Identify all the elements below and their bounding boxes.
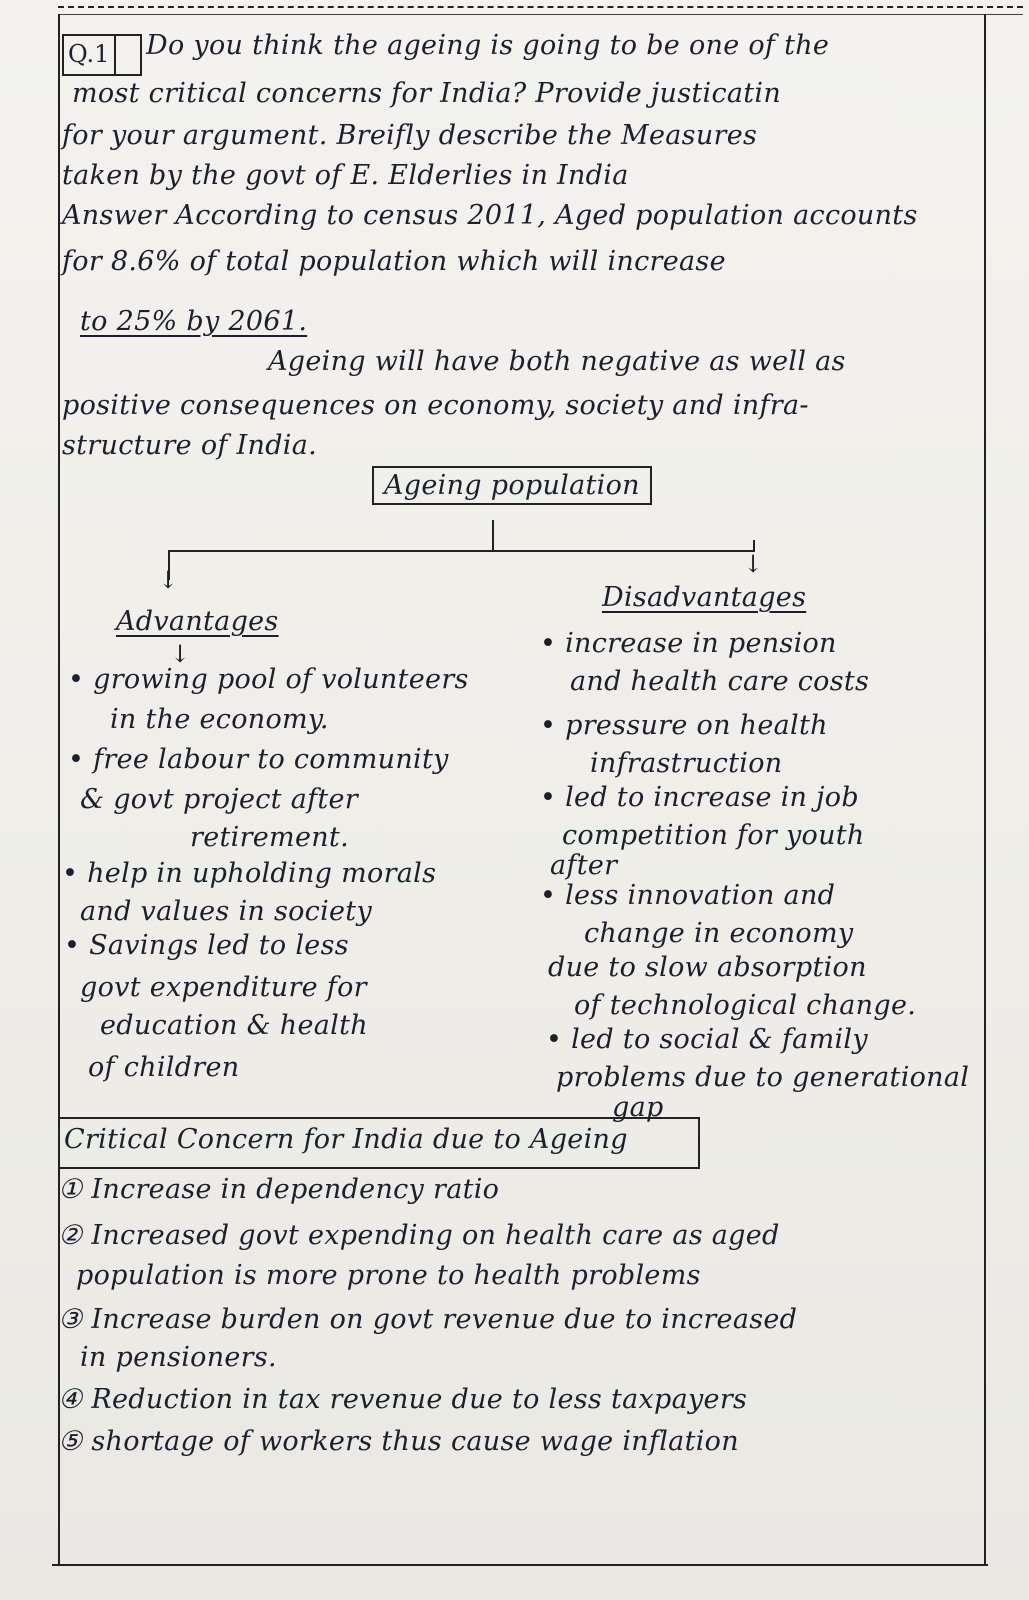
dis-line-10: due to slow absorption: [548, 952, 867, 983]
question-line-4: taken by the govt of E. Elderlies in India: [62, 160, 629, 191]
dis-line-14: gap: [612, 1092, 664, 1123]
dis-line-4: infrastruction: [590, 748, 783, 779]
diagram-root-box: Ageing population: [372, 466, 652, 505]
dis-line-9: change in economy: [584, 918, 854, 949]
answer-line-2: for 8.6% of total population which will increase: [62, 246, 726, 277]
dis-line-6: competition for youth: [562, 820, 865, 851]
critical-item-2-cont: population is more prone to health problems: [76, 1260, 701, 1291]
dis-line-3: • pressure on health: [540, 710, 828, 741]
answer-line-3: to 25% by 2061.: [80, 306, 308, 337]
dis-line-11: of technological change.: [574, 990, 917, 1021]
advantages-heading: Advantages: [116, 606, 279, 637]
dis-line-7: after: [550, 850, 618, 881]
adv-line-5: retirement.: [190, 822, 349, 853]
top-rule: [58, 14, 1023, 15]
dis-line-1: • increase in pension: [540, 628, 837, 659]
critical-heading: Critical Concern for India due to Ageing: [64, 1124, 628, 1155]
dis-line-13: problems due to generational: [556, 1062, 970, 1093]
dis-line-2: and health care costs: [570, 666, 870, 697]
critical-item-1: ① Increase in dependency ratio: [58, 1174, 500, 1205]
adv-line-11: of children: [88, 1052, 240, 1083]
adv-line-8: • Savings led to less: [64, 930, 349, 961]
critical-item-4: ④ Reduction in tax revenue due to less taxpayers: [58, 1384, 748, 1415]
bottom-border-line: [52, 1564, 988, 1566]
top-dashed-rule: [58, 6, 1023, 8]
question-number-box: [62, 34, 142, 76]
adv-line-3: • free labour to community: [68, 744, 449, 775]
critical-item-3-cont: in pensioners.: [80, 1342, 277, 1373]
question-line-3: for your argument. Breifly describe the Measures: [62, 120, 758, 151]
dis-line-8: • less innovation and: [540, 880, 836, 911]
arrow-down-icon: ↓: [170, 640, 191, 668]
adv-line-9: govt expenditure for: [80, 972, 367, 1003]
critical-item-2: ② Increased govt expending on health care as aged: [58, 1220, 780, 1251]
question-number: Q.1: [68, 40, 110, 68]
adv-line-2: in the economy.: [110, 704, 329, 735]
adv-line-7: and values in society: [80, 896, 373, 927]
answer-line-4: Ageing will have both negative as well as: [268, 346, 846, 377]
dis-line-5: • led to increase in job: [540, 782, 859, 813]
answer-line-6: structure of India.: [62, 430, 318, 461]
adv-line-6: • help in upholding morals: [62, 858, 437, 889]
disadvantages-heading: Disadvantages: [602, 582, 807, 613]
question-line-2: most critical concerns for India? Provide justicatin: [72, 78, 782, 109]
root-stem: [492, 520, 494, 550]
branch-line: [168, 550, 753, 552]
critical-item-5: ⑤ shortage of workers thus cause wage inflation: [58, 1426, 739, 1457]
adv-line-4: & govt project after: [80, 784, 359, 815]
arrow-down-icon: ↓: [743, 550, 764, 578]
right-border-line: [984, 14, 986, 1564]
answer-line-1: Answer According to census 2011, Aged population accounts: [62, 200, 918, 231]
adv-line-10: education & health: [100, 1010, 368, 1041]
adv-line-1: • growing pool of volunteers: [68, 664, 469, 695]
dis-line-12: • led to social & family: [546, 1024, 868, 1055]
critical-item-3: ③ Increase burden on govt revenue due to increased: [58, 1304, 798, 1335]
arrow-down-icon: ↓: [158, 566, 179, 594]
answer-line-5: positive consequences on economy, society and infra-: [62, 390, 809, 421]
question-line-1: Do you think the ageing is going to be one of the: [146, 30, 830, 61]
